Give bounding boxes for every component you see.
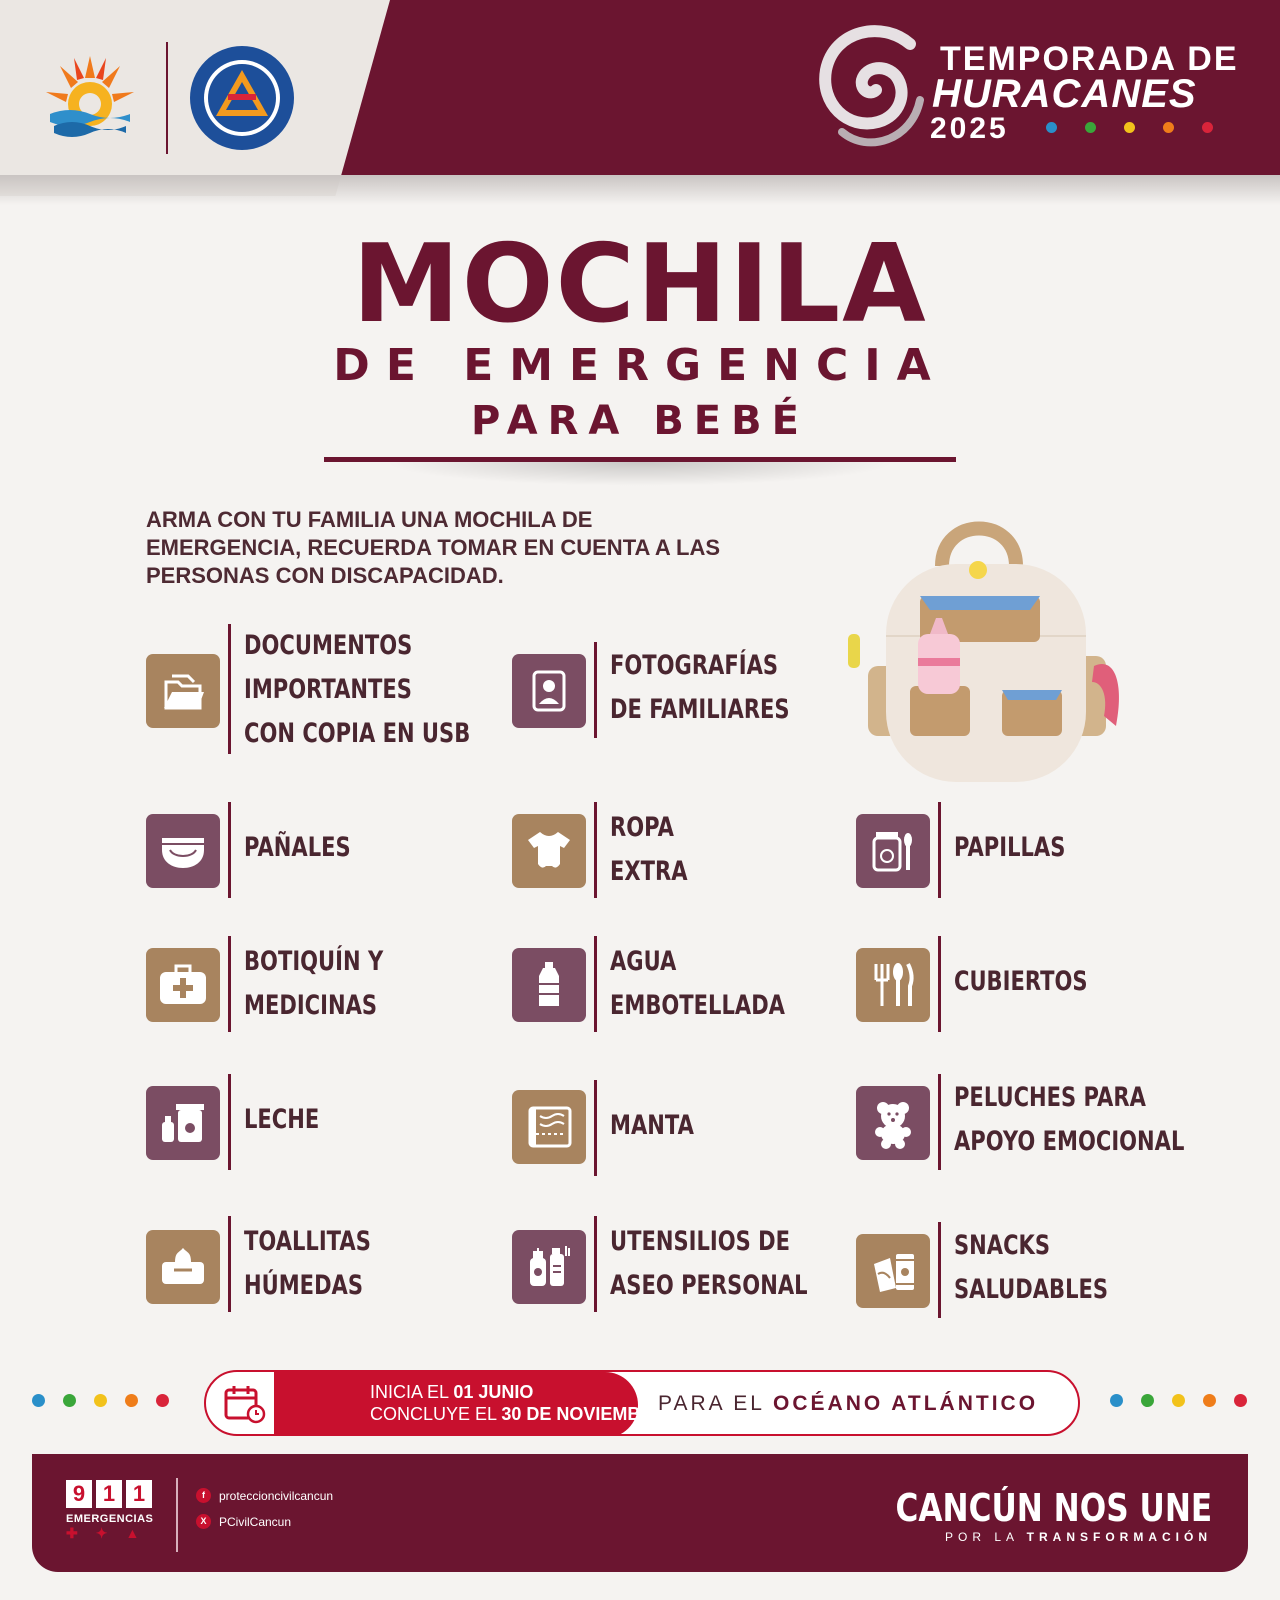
blanket-icon <box>512 1090 586 1164</box>
color-dot <box>1172 1394 1185 1407</box>
item-label-documents: DOCUMENTOS IMPORTANTES CON COPIA EN USB <box>244 630 471 749</box>
color-dot <box>1110 1394 1123 1407</box>
header-banner <box>0 0 1280 175</box>
season-start-text: INICIA EL 01 JUNIO <box>370 1382 534 1402</box>
emergency-services-icons: ✚✦▲ <box>66 1525 158 1541</box>
brand-slogan: CANCÚN NOS UNE <box>895 1486 1212 1530</box>
cancun-sun-logo <box>40 48 140 148</box>
item-label-clothes: ROPA EXTRA <box>610 812 688 887</box>
diaper-icon <box>146 814 220 888</box>
brand-tagline: POR LA TRANSFORMACIÓN <box>944 1530 1212 1544</box>
item-label-snacks: SNACKS SALUDABLES <box>954 1230 1109 1305</box>
color-dot <box>156 1394 169 1407</box>
season-dates-red-band <box>274 1372 666 1436</box>
emergency-911-logo <box>66 1480 157 1542</box>
hurricane-swirl-icon <box>812 14 932 154</box>
x-icon: X <box>196 1514 211 1529</box>
item-divider <box>938 936 941 1032</box>
intro-text: ARMA CON TU FAMILIA UNA MOCHILA DE EMERGENCIA, RECUERDA TOMAR EN CUENTA A LAS PERSONAS CON DISCAPACIDAD. <box>146 507 721 588</box>
item-divider <box>228 624 231 754</box>
season-dates-banner <box>204 1370 1080 1436</box>
color-dot <box>1234 1394 1247 1407</box>
decorative-dots-right <box>1110 1394 1247 1407</box>
color-dot <box>94 1394 107 1407</box>
page-title: MOCHILA <box>352 222 928 347</box>
logo-divider <box>166 42 168 154</box>
color-dot <box>1163 122 1174 133</box>
item-divider <box>594 1216 597 1312</box>
color-dot <box>32 1394 45 1407</box>
proteccion-civil-seal <box>188 44 296 152</box>
facebook-link[interactable] <box>196 1488 333 1503</box>
season-end-text: CONCLUYE EL 30 DE NOVIEMBRE <box>370 1404 666 1424</box>
color-dot <box>1046 122 1057 133</box>
item-divider <box>938 1074 941 1170</box>
decorative-dots-left <box>32 1394 169 1407</box>
item-label-baby-food: PAPILLAS <box>954 832 1066 863</box>
baby-bodysuit-icon <box>512 814 586 888</box>
color-dot <box>1202 122 1213 133</box>
facebook-handle: proteccioncivilcancun <box>219 1488 334 1503</box>
item-label-photos: FOTOGRAFÍAS DE FAMILIARES <box>610 650 790 725</box>
footer <box>32 1454 1248 1572</box>
wet-wipes-icon <box>146 1230 220 1304</box>
item-label-toiletries: UTENSILIOS DE ASEO PERSONAL <box>610 1226 808 1301</box>
color-dot <box>1203 1394 1216 1407</box>
item-divider <box>594 1080 597 1176</box>
first-aid-kit-icon <box>146 948 220 1022</box>
item-label-blanket: MANTA <box>610 1110 694 1141</box>
item-divider <box>594 936 597 1032</box>
season-year: 2025 <box>930 112 1009 145</box>
footer-divider <box>176 1478 178 1552</box>
item-label-milk: LECHE <box>244 1104 320 1135</box>
item-label-cutlery: CUBIERTOS <box>954 966 1088 997</box>
baby-food-jar-icon <box>856 814 930 888</box>
season-color-dots <box>1046 122 1213 133</box>
item-label-wipes: TOALLITAS HÚMEDAS <box>244 1226 371 1301</box>
item-divider <box>938 802 941 898</box>
season-title-line1: TEMPORADA DE <box>940 40 1239 78</box>
item-divider <box>228 1216 231 1312</box>
snacks-icon <box>856 1234 930 1308</box>
photo-portrait-icon <box>512 654 586 728</box>
page-subtitle: DE EMERGENCIA <box>333 340 947 391</box>
backpack-illustration <box>846 506 1146 786</box>
item-label-plush: PELUCHES PARA APOYO EMOCIONAL <box>954 1082 1185 1157</box>
item-divider <box>594 802 597 898</box>
water-bottle-icon <box>512 948 586 1022</box>
season-title-line2: HURACANES <box>932 72 1197 116</box>
ocean-text: PARA EL OCÉANO ATLÁNTICO <box>658 1392 1039 1415</box>
item-label-water: AGUA EMBOTELLADA <box>610 946 785 1021</box>
cutlery-icon <box>856 948 930 1022</box>
color-dot <box>125 1394 138 1407</box>
title-underline <box>324 457 956 462</box>
item-label-diapers: PAÑALES <box>244 832 351 863</box>
emergency-label: EMERGENCIAS <box>66 1513 154 1525</box>
calendar-clock-icon <box>224 1384 266 1424</box>
documents-folder-icon <box>146 654 220 728</box>
color-dot <box>1085 122 1096 133</box>
x-handle: PCivilCancun <box>219 1514 292 1529</box>
item-divider <box>228 802 231 898</box>
color-dot <box>1124 122 1135 133</box>
color-dot <box>1141 1394 1154 1407</box>
emergency-911-digits: 9 1 1 <box>66 1480 157 1508</box>
page-subtitle-baby: PARA BEBÉ <box>471 398 809 444</box>
item-divider <box>594 642 597 738</box>
item-label-first-aid: BOTIQUÍN Y MEDICINAS <box>244 946 384 1021</box>
item-divider <box>228 1074 231 1170</box>
toiletries-icon <box>512 1230 586 1304</box>
x-link[interactable] <box>196 1514 291 1529</box>
facebook-icon: f <box>196 1488 211 1503</box>
teddy-bear-icon <box>856 1086 930 1160</box>
item-divider <box>938 1222 941 1318</box>
color-dot <box>63 1394 76 1407</box>
item-divider <box>228 936 231 1032</box>
milk-formula-icon <box>146 1086 220 1160</box>
